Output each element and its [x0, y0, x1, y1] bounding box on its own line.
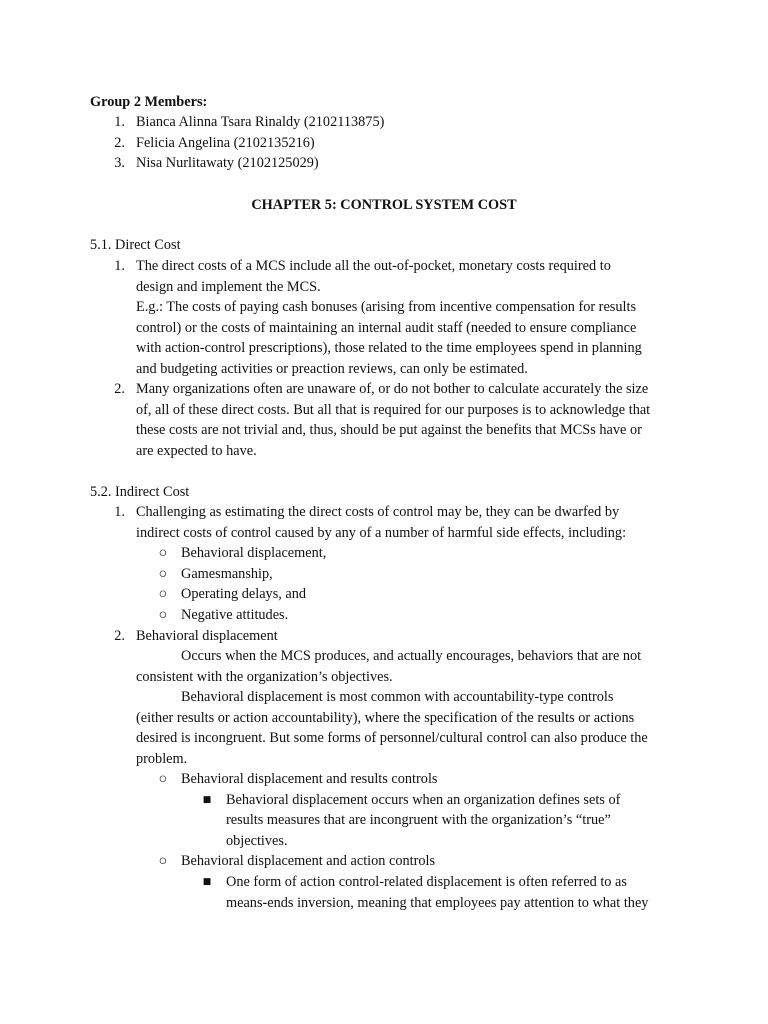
text-line: and budgeting activities or preaction reviews, can only be estimated. [136, 361, 528, 377]
text-line: indirect costs of control caused by any of a number of harmful side effects, including: [136, 525, 627, 541]
circle-bullet-icon: ○ [158, 586, 168, 602]
list-number: 2. [114, 381, 125, 397]
text-line: Challenging as estimating the direct costs of control may be, they can be dwarfed by [136, 504, 620, 520]
text-line: problem. [136, 751, 188, 767]
text-line: Behavioral displacement occurs when an organization defines sets of [226, 792, 621, 808]
text-line: of, all of these direct costs. But all that is required for our purposes is to acknowledge that [136, 402, 651, 418]
chapter-title: CHAPTER 5: CONTROL SYSTEM COST [251, 197, 517, 213]
list-number: 3. [114, 155, 125, 171]
text-line: Many organizations often are unaware of, or do not bother to calculate accurately the size [136, 381, 649, 397]
text-line: (either results or action accountability), where the specification of the results or actions [136, 710, 635, 726]
circle-bullet-icon: ○ [158, 771, 168, 787]
list-number: 2. [114, 135, 125, 151]
sub-bullet-title: Behavioral displacement and action controls [181, 853, 436, 869]
text-line: desired is incongruent. But some forms of personnel/cultural control can also produce the [136, 730, 648, 746]
section-heading-direct-cost: 5.1. Direct Cost [90, 237, 181, 253]
list-number: 1. [114, 258, 125, 274]
text-line: Occurs when the MCS produces, and actually encourages, behaviors that are not [181, 648, 642, 664]
text-line: objectives. [226, 833, 288, 849]
text-line: The direct costs of a MCS include all the out-of-pocket, monetary costs required to [136, 258, 611, 274]
list-number: 1. [114, 114, 125, 130]
text-line: One form of action control-related displacement is often referred to as [226, 874, 627, 890]
text-line: E.g.: The costs of paying cash bonuses (arising from incentive compensation for results [136, 299, 637, 315]
circle-bullet-icon: ○ [158, 545, 168, 561]
bullet-item: Operating delays, and [181, 586, 307, 602]
sub-bullet-title: Behavioral displacement and results controls [181, 771, 438, 787]
text-line: with action-control prescriptions), those related to the time employees spend in planning [136, 340, 642, 356]
circle-bullet-icon: ○ [158, 853, 168, 869]
list-number: 1. [114, 504, 125, 520]
circle-bullet-icon: ○ [158, 566, 168, 582]
section-heading-indirect-cost: 5.2. Indirect Cost [90, 484, 190, 500]
member-item: Bianca Alinna Tsara Rinaldy (2102113875) [136, 114, 385, 130]
text-line: consistent with the organization’s objectives. [136, 669, 393, 685]
text-line: Behavioral displacement is most common with accountability-type controls [181, 689, 614, 705]
circle-bullet-icon: ○ [158, 607, 168, 623]
list-number: 2. [114, 628, 125, 644]
text-line: are expected to have. [136, 443, 257, 459]
bullet-item: Gamesmanship, [181, 566, 273, 582]
square-bullet-icon: ■ [202, 792, 212, 808]
item-title: Behavioral displacement [136, 628, 278, 644]
text-line: control) or the costs of maintaining an internal audit staff (needed to ensure compliance [136, 320, 637, 336]
text-line: means-ends inversion, meaning that employees pay attention to what they [226, 895, 649, 911]
members-heading: Group 2 Members: [90, 94, 208, 110]
text-line: results measures that are incongruent with the organization’s “true” [226, 812, 611, 828]
member-item: Felicia Angelina (2102135216) [136, 135, 315, 151]
bullet-item: Negative attitudes. [181, 607, 289, 623]
text-line: these costs are not trivial and, thus, should be put against the benefits that MCSs have or [136, 422, 642, 438]
bullet-item: Behavioral displacement, [181, 545, 327, 561]
member-item: Nisa Nurlitawaty (2102125029) [136, 155, 319, 171]
square-bullet-icon: ■ [202, 874, 212, 890]
text-line: design and implement the MCS. [136, 279, 321, 295]
